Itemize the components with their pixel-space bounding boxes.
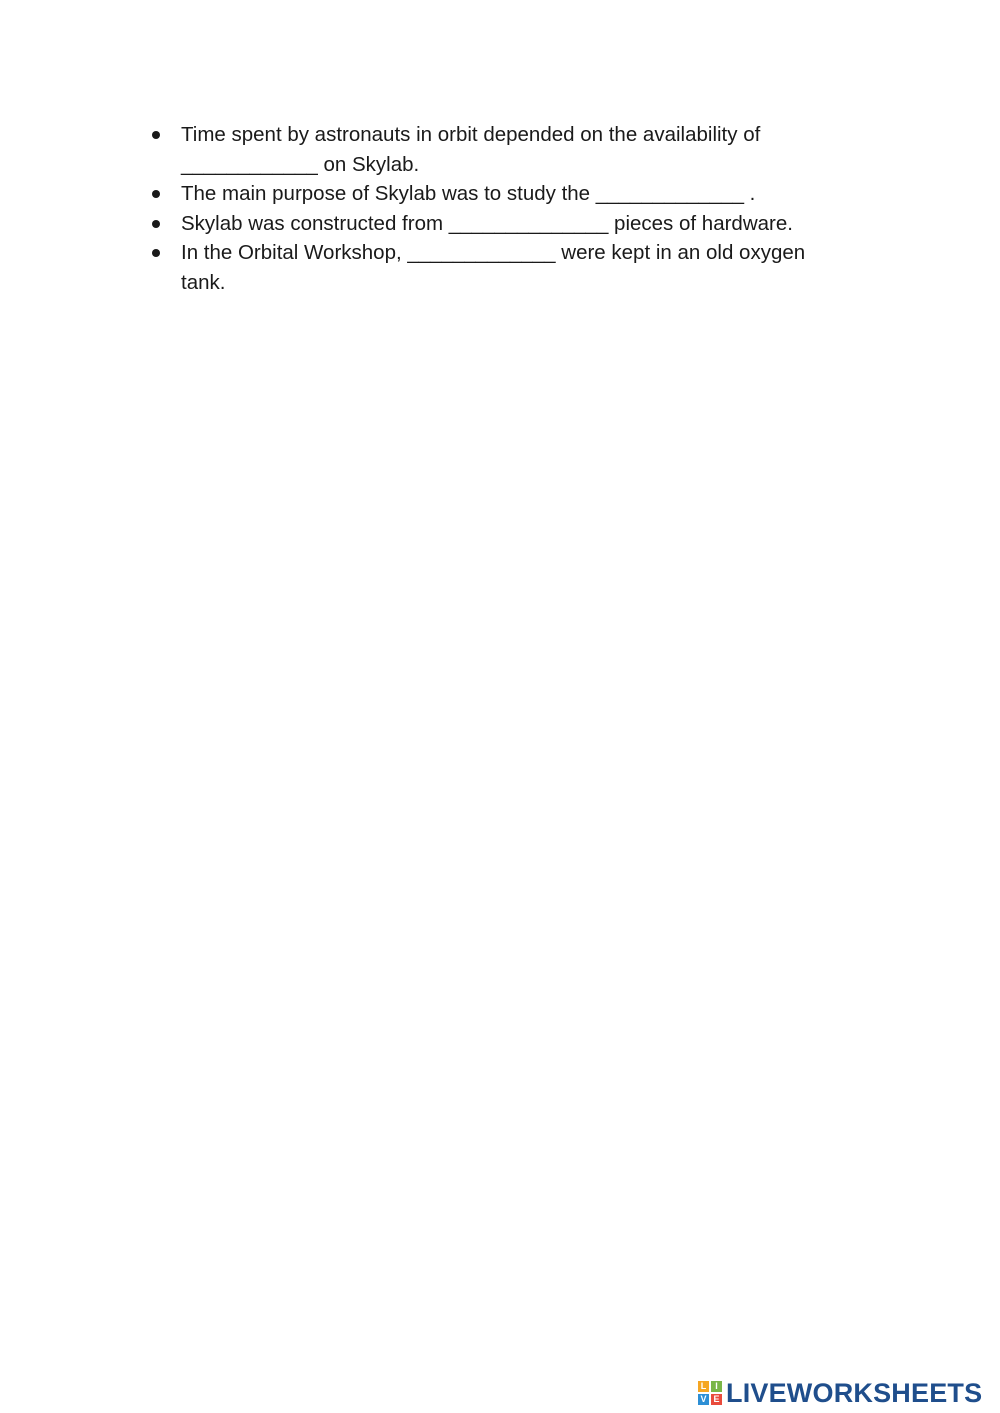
question-text: The main purpose of Skylab was to study the _____________ . xyxy=(181,182,756,205)
question-text: Skylab was constructed from ______________ pieces of hardware. xyxy=(181,211,793,235)
brand-name: LIVEWORKSHEETS xyxy=(726,1377,983,1408)
logo-cell: V xyxy=(698,1394,709,1405)
logo-cell: I xyxy=(711,1381,722,1392)
list-item xyxy=(150,238,850,297)
logo-cell: E xyxy=(711,1394,722,1405)
bullet-icon xyxy=(152,249,160,257)
list-item xyxy=(150,179,850,209)
bullet-icon xyxy=(152,131,160,139)
logo-cell: L xyxy=(698,1381,709,1392)
bullet-icon xyxy=(152,220,160,228)
list-item xyxy=(150,209,850,239)
liveworksheets-brand xyxy=(698,1376,982,1410)
question-text: Time spent by astronauts in orbit depended on the availability of ____________ on Skylab. xyxy=(181,123,766,176)
list-item xyxy=(150,120,850,179)
bullet-icon xyxy=(152,190,160,198)
question-text: In the Orbital Workshop, _____________ were kept in an old oxygen tank. xyxy=(181,241,811,294)
live-logo-icon xyxy=(698,1381,722,1405)
question-list xyxy=(150,120,850,297)
